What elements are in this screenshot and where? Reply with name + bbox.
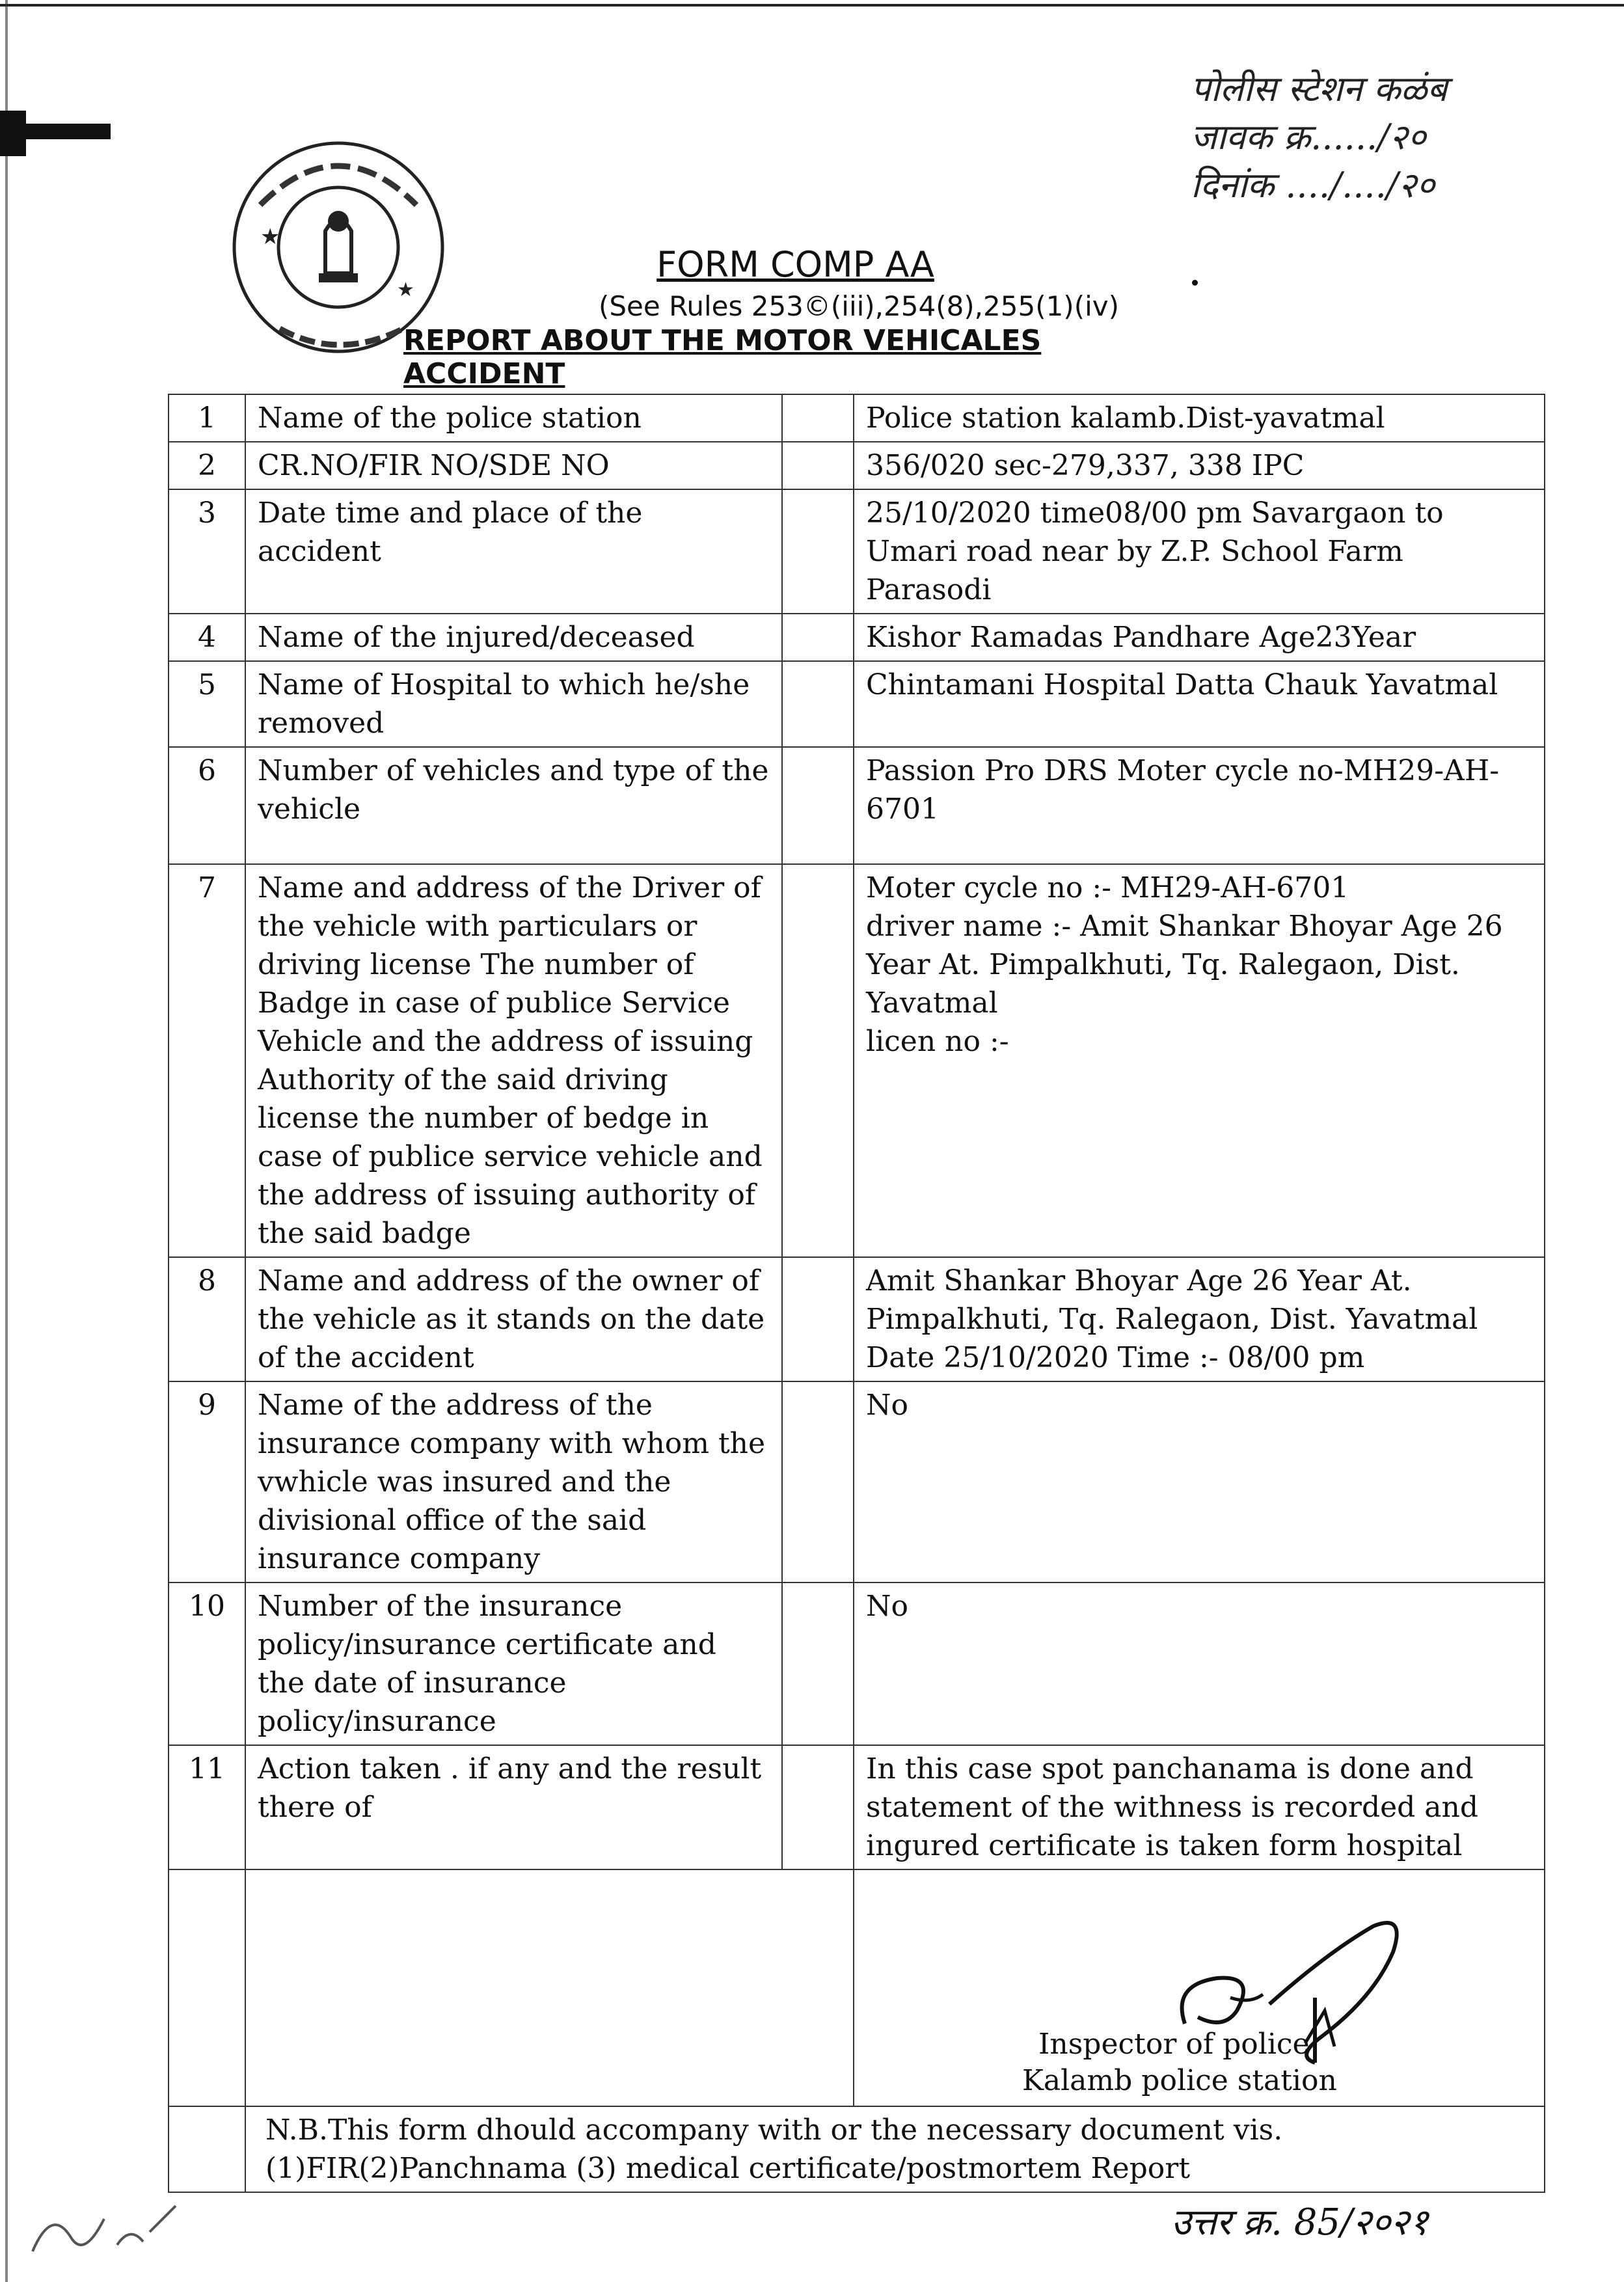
row-label: Date time and place of the accident — [245, 489, 782, 614]
signatory-station: Kalamb police station — [1022, 2064, 1337, 2097]
blank-cell — [245, 1869, 854, 2106]
value-line: Amit Shankar Bhoyar Age 26 Year At. Pimpalkhuti, Tq. Ralegaon, Dist. Yavatmal — [866, 1264, 1478, 1336]
margin-scribble — [20, 2167, 189, 2264]
row-number: 7 — [169, 864, 245, 1257]
blank-cell — [782, 661, 854, 747]
row-label: Name and address of the owner of the vehicle as it stands on the date of the accident — [245, 1257, 782, 1381]
table-row — [169, 1257, 1545, 1381]
form-title — [0, 244, 1624, 285]
blank-cell — [169, 1869, 245, 2106]
blank-cell — [782, 489, 854, 614]
value-line: Date 25/10/2020 Time :- 08/00 pm — [866, 1341, 1365, 1374]
row-value: Kishor Ramadas Pandhare Age23Year — [854, 614, 1545, 661]
table-row — [169, 864, 1545, 1257]
row-label: Name of the address of the insurance company with whom the vwhicle was insured and the divisional office of the said insurance company — [245, 1381, 782, 1582]
row-value: No — [854, 1582, 1545, 1745]
note-row — [169, 2106, 1545, 2192]
row-number: 4 — [169, 614, 245, 661]
row-value: Chintamani Hospital Datta Chauk Yavatmal — [854, 661, 1545, 747]
table-row — [169, 489, 1545, 614]
page-edge — [5, 0, 8, 2282]
corner-stamp-line: पोलीस स्टेशन कळंब — [1191, 68, 1448, 109]
row-number: 6 — [169, 747, 245, 864]
svg-text:★: ★ — [397, 278, 414, 301]
table-row — [169, 1381, 1545, 1582]
table-row — [169, 394, 1545, 442]
inward-number: उत्तर क्र. 85/२०२१ — [1171, 2201, 1429, 2244]
row-value: Police station kalamb.Dist-yavatmal — [854, 394, 1545, 442]
blank-cell — [782, 1381, 854, 1582]
table-row — [169, 442, 1545, 489]
signature-cell — [854, 1869, 1545, 2106]
row-value: In this case spot panchanama is done and statement of the withness is recorded and ingured certificate is taken form hospital — [854, 1745, 1545, 1869]
signature-row — [169, 1869, 1545, 2106]
top-rule — [0, 4, 1624, 7]
blank-cell — [782, 747, 854, 864]
row-value: No — [854, 1381, 1545, 1582]
table-row — [169, 661, 1545, 747]
row-label: Number of the insurance policy/insurance certificate and the date of insurance policy/insurance — [245, 1582, 782, 1745]
row-number: 3 — [169, 489, 245, 614]
row-number: 11 — [169, 1745, 245, 1869]
svg-text:★: ★ — [260, 224, 280, 250]
value-line: licen no :- — [866, 1025, 1009, 1058]
corner-stamp-line: दिनांक ..../..../२० — [1191, 165, 1435, 206]
row-value: 356/020 sec-279,337, 338 IPC — [854, 442, 1545, 489]
row-label: Name of the injured/deceased — [245, 614, 782, 661]
row-value: 25/10/2020 time08/00 pm Savargaon to Umari road near by Z.P. School Farm Parasodi — [854, 489, 1545, 614]
value-line: Moter cycle no :- MH29-AH-6701 — [866, 871, 1349, 904]
signature-block — [866, 1874, 1532, 2102]
blank-cell — [782, 442, 854, 489]
blank-cell — [782, 1257, 854, 1381]
report-title: REPORT ABOUT THE MOTOR VEHICALES ACCIDENT — [403, 324, 1042, 390]
signatory-designation: Inspector of police — [1038, 2028, 1310, 2061]
note-text: N.B.This form dhould accompany with or the necessary document vis.(1)FIR(2)Panchnama (3) medical certificate/postmortem Report — [245, 2106, 1545, 2192]
row-label: Number of vehicles and type of the vehicle — [245, 747, 782, 864]
form-title-text: FORM COMP AA — [656, 244, 934, 285]
row-value: Passion Pro DRS Moter cycle no-MH29-AH-6701 — [854, 747, 1545, 864]
report-table — [168, 394, 1545, 2193]
row-label: Name of the police station — [245, 394, 782, 442]
table-row — [169, 1745, 1545, 1869]
row-number: 5 — [169, 661, 245, 747]
blank-cell — [782, 614, 854, 661]
table-row — [169, 747, 1545, 864]
row-label: CR.NO/FIR NO/SDE NO — [245, 442, 782, 489]
row-label: Action taken . if any and the result there of — [245, 1745, 782, 1869]
dot-mark — [1192, 280, 1198, 286]
corner-stamp-line: जावक क्र....../२० — [1191, 116, 1426, 157]
blank-cell — [782, 864, 854, 1257]
row-number: 8 — [169, 1257, 245, 1381]
table-row — [169, 1582, 1545, 1745]
row-value — [854, 1257, 1545, 1381]
blank-cell — [782, 1745, 854, 1869]
row-number: 10 — [169, 1582, 245, 1745]
row-number: 9 — [169, 1381, 245, 1582]
table-row — [169, 614, 1545, 661]
margin-mark — [0, 111, 26, 156]
row-label: Name and address of the Driver of the vehicle with particulars or driving license The number of Badge in case of publice Service Vehicle and the address of issuing Authority of the said driving license the number of bedge in case of publice service vehicle and the address of issuing authority of the said badge — [245, 864, 782, 1257]
rules-reference: (See Rules 253©(iii),254(8),255(1)(iv) — [599, 290, 1119, 322]
value-line: driver name :- Amit Shankar Bhoyar Age 26 Year At. Pimpalkhuti, Tq. Ralegaon, Dist. Yavatmal — [866, 910, 1503, 1020]
blank-cell — [782, 394, 854, 442]
row-number: 1 — [169, 394, 245, 442]
row-value — [854, 864, 1545, 1257]
corner-stamp — [1191, 65, 1568, 215]
blank-cell — [782, 1582, 854, 1745]
row-label: Name of Hospital to which he/she removed — [245, 661, 782, 747]
row-number: 2 — [169, 442, 245, 489]
